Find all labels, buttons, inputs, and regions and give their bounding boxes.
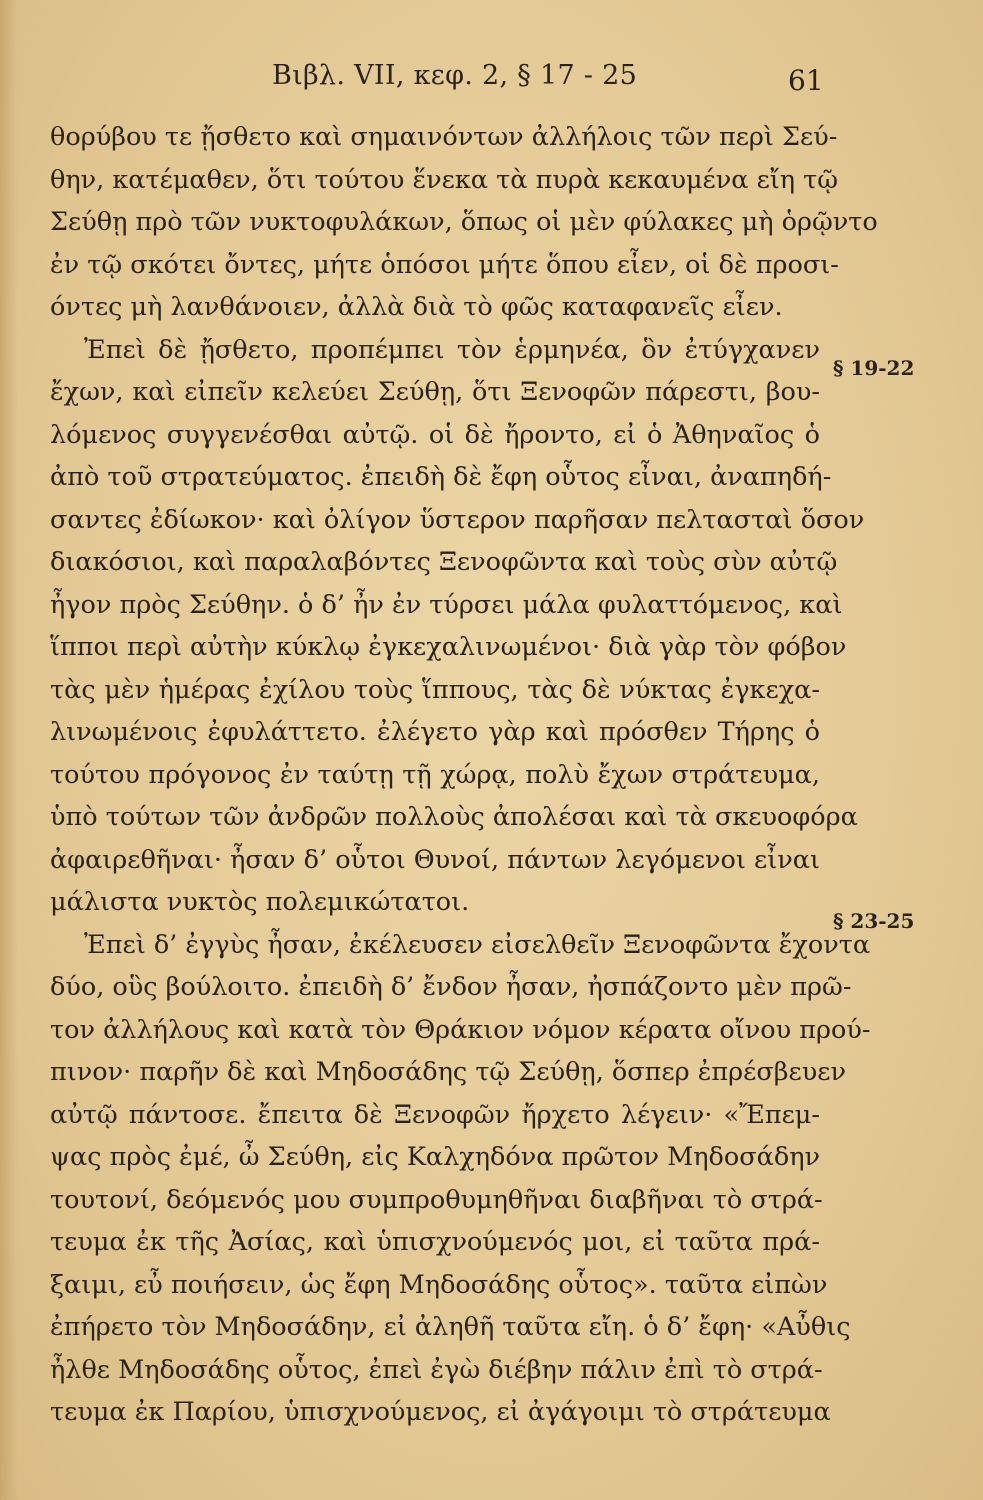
text-line: τευμα ἐκ τῆς Ἀσίας, καὶ ὑπισχνούμενός μοι, εἰ ταῦτα πρά-	[50, 1227, 820, 1257]
margin-section-note: § 23-25	[833, 908, 915, 933]
text-line: πινον· παρῆν δὲ καὶ Μηδοσάδης τῷ Σεύθῃ, ὅσπερ ἐπρέσβευεν	[50, 1057, 846, 1087]
text-line: διακόσιοι, καὶ παραλαβόντες Ξενοφῶντα καὶ τοὺς σὺν αὐτῷ	[50, 547, 838, 577]
text-line: ἵπποι περὶ αὐτὴν κύκλῳ ἐγκεχαλινωμένοι· διὰ γὰρ τὸν φόβον	[50, 632, 847, 662]
page-number: 61	[788, 64, 824, 97]
running-title: Βιβλ. VII, κεφ. 2, § 17 - 25	[272, 60, 638, 91]
margin-section-note: § 19-22	[833, 356, 915, 380]
text-line: μάλιστα νυκτὸς πολεμικώτατοι.	[50, 887, 470, 917]
text-line: τον ἀλλήλους καὶ κατὰ τὸν Θράκιον νόμον κέρατα οἴνου πρού-	[50, 1014, 871, 1045]
text-line: ἀφαιρεθῆναι· ἦσαν δ’ οὗτοι Θυνοί, πάντων λεγόμενοι εἶναι	[50, 844, 820, 875]
text-line: λινωμένοις ἐφυλάττετο. ἐλέγετο γὰρ καὶ πρόσθεν Τήρης ὁ	[50, 717, 820, 747]
text-line: ψας πρὸς ἐμέ, ὦ Σεύθη, εἰς Καλχηδόνα πρῶτον Μηδοσάδην	[50, 1142, 821, 1172]
text-line: λόμενος συγγενέσθαι αὐτῷ. οἱ δὲ ἤροντο, εἰ ὁ Ἀθηναῖος ὁ	[50, 419, 820, 450]
text-line: Ἐπεὶ δ’ ἐγγὺς ἦσαν, ἐκέλευσεν εἰσελθεῖν Ξενοφῶντα ἔχοντα	[84, 929, 871, 960]
text-line: ἦγον πρὸς Σεύθην. ὁ δ’ ἦν ἐν τύρσει μάλα φυλαττόμενος, καὶ	[50, 589, 843, 620]
text-line: ξαιμι, εὖ ποιήσειν, ὡς ἔφη Μηδοσάδης οὗτος». ταῦτα εἰπὼν	[50, 1269, 828, 1300]
text-line: τούτου πρόγονος ἐν ταύτῃ τῇ χώρᾳ, πολὺ ἔχων στράτευμα,	[50, 759, 820, 790]
text-line: τευμα ἐκ Παρίου, ὑπισχνούμενος, εἰ ἀγάγοιμι τὸ στράτευμα	[50, 1397, 831, 1427]
text-line: ἐπήρετο τὸν Μηδοσάδην, εἰ ἀληθῆ ταῦτα εἴη. ὁ δ’ ἔφη· «Αὖθις	[50, 1312, 851, 1342]
text-line: ἔχων, καὶ εἰπεῖν κελεύει Σεύθῃ, ὅτι Ξενοφῶν πάρεστι, βου-	[50, 377, 820, 407]
text-line: σαντες ἐδίωκον· καὶ ὀλίγον ὕστερον παρῆσαν πελτασταὶ ὅσον	[50, 504, 865, 535]
text-line: Σεύθῃ πρὸ τῶν νυκτοφυλάκων, ὅπως οἱ μὲν φύλακες μὴ ὁρῷντο	[50, 207, 878, 237]
text-line: θην, κατέμαθεν, ὅτι τούτου ἕνεκα τὰ πυρὰ κεκαυμένα εἴη τῷ	[50, 164, 839, 195]
text-line: αὐτῷ πάντοσε. ἔπειτα δὲ Ξενοφῶν ἤρχετο λέγειν· «Ἔπεμ-	[50, 1099, 820, 1130]
text-line: τὰς μὲν ἡμέρας ἐχίλου τοὺς ἵππους, τὰς δὲ νύκτας ἐγκεχα-	[50, 674, 820, 705]
text-line: Ἐπεὶ δὲ ᾔσθετο, προπέμπει τὸν ἑρμηνέα, ὃν ἐτύγχανεν	[84, 334, 820, 365]
text-line: θορύβου τε ᾔσθετο καὶ σημαινόντων ἀλλήλοις τῶν περὶ Σεύ-	[50, 122, 838, 152]
spine-shadow	[0, 0, 18, 1500]
text-line: δύο, οὓς βούλοιτο. ἐπειδὴ δ’ ἔνδον ἦσαν, ἠσπάζοντο μὲν πρῶ-	[50, 972, 852, 1002]
text-line: τουτονί, δεόμενός μου συμπροθυμηθῆναι διαβῆναι τὸ στρά-	[50, 1184, 823, 1215]
text-line: ἐν τῷ σκότει ὄντες, μήτε ὁπόσοι μήτε ὅπου εἶεν, οἱ δὲ προσι-	[50, 249, 839, 280]
text-line: ἦλθε Μηδοσάδης οὗτος, ἐπεὶ ἐγὼ διέβην πάλιν ἐπὶ τὸ στρά-	[50, 1354, 823, 1385]
text-line: όντες μὴ λανθάνοιεν, ἀλλὰ διὰ τὸ φῶς καταφανεῖς εἶεν.	[50, 292, 783, 322]
text-line: ἀπὸ τοῦ στρατεύματος. ἐπειδὴ δὲ ἔφη οὗτος εἶναι, ἀναπηδή-	[50, 462, 832, 492]
text-line: ὑπὸ τούτων τῶν ἀνδρῶν πολλοὺς ἀπολέσαι καὶ τὰ σκευοφόρα	[50, 802, 858, 832]
